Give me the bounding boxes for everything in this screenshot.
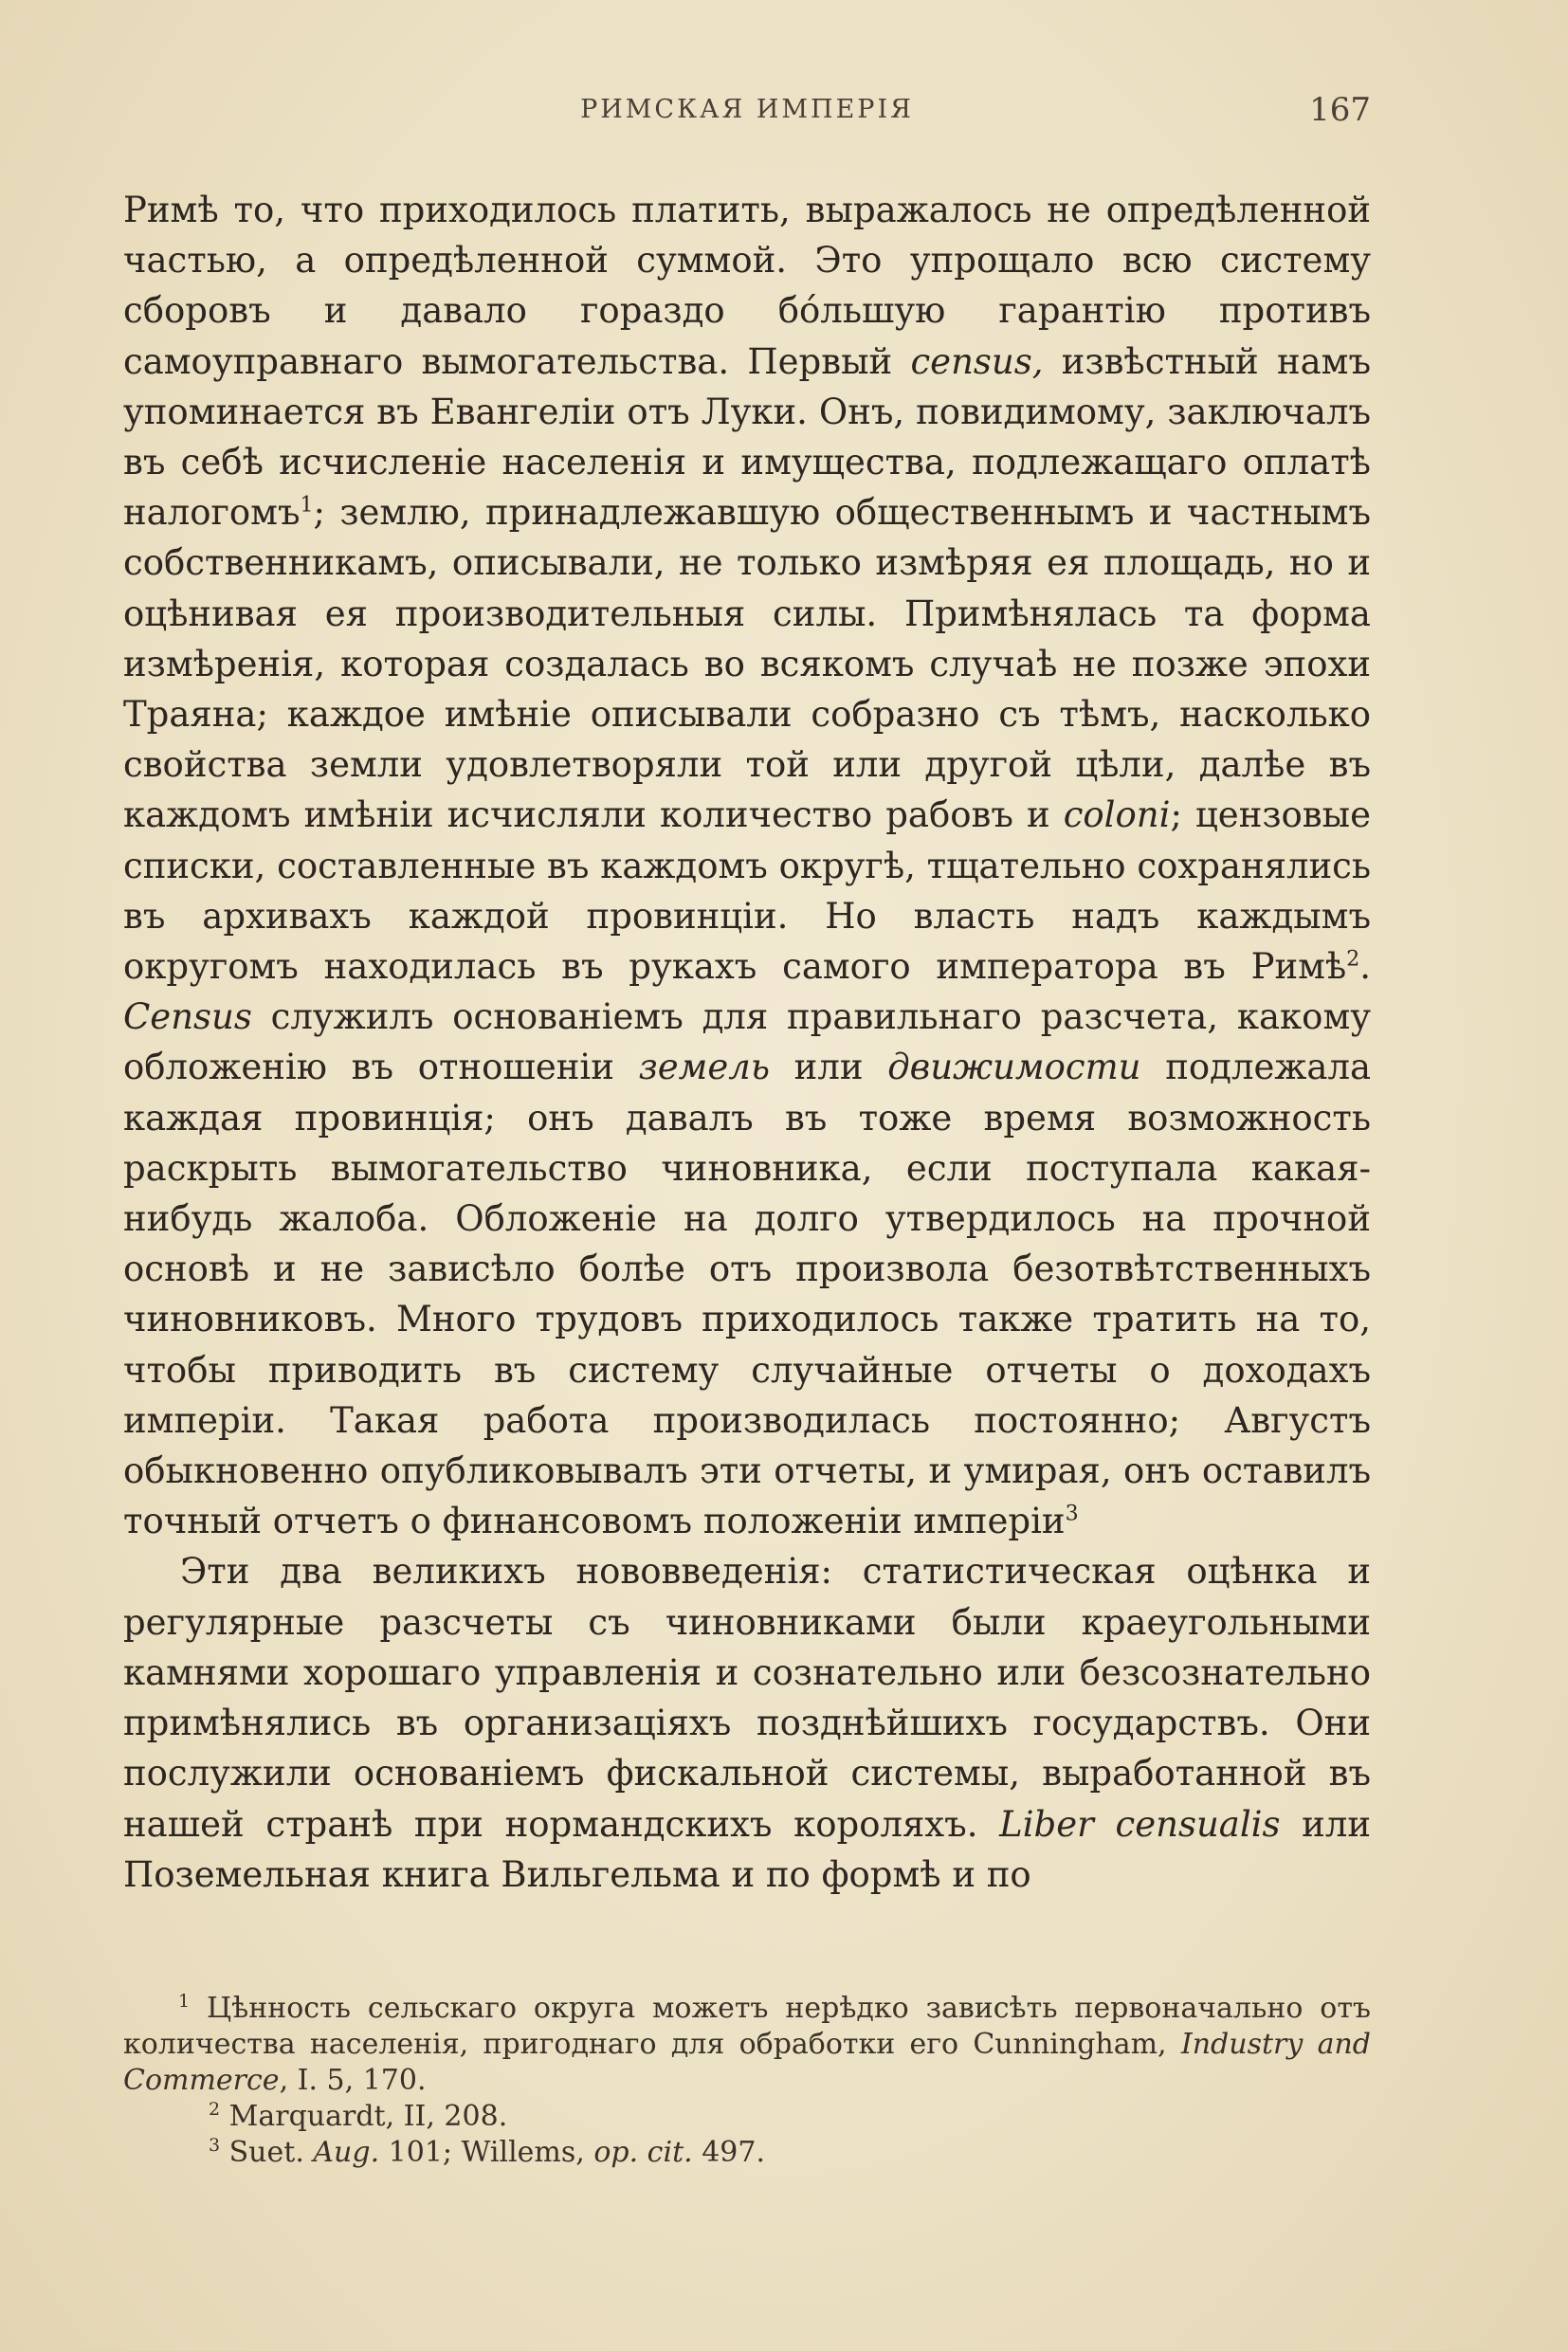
running-head: РИМСКАЯ ИМПЕРІЯ — [580, 95, 914, 124]
text-span: 101; Willems, — [379, 2136, 594, 2169]
text-span: извѣстный намъ упоминается въ Евангеліи отъ Луки. Онъ, повидимому, заключалъ въ себѣ исчисленіе населенія и имущества, подлежащаго оплатѣ налогомъ — [123, 340, 1371, 534]
latin-term-liber-censualis: Liber censualis — [999, 1803, 1281, 1845]
footnote-2 — [123, 2099, 1371, 2135]
footnote-number: 2 — [209, 2099, 221, 2120]
main-text — [123, 185, 1371, 1900]
emphasis-dvizhimosti: движимости — [887, 1047, 1141, 1088]
page-header — [123, 91, 1371, 142]
abbrev-aug: Aug. — [313, 2136, 380, 2169]
page-number: 167 — [1309, 91, 1371, 129]
text-span: 497. — [692, 2136, 765, 2169]
footnotes — [123, 1991, 1371, 2171]
text-span: . — [1359, 946, 1371, 988]
footnote-1 — [123, 1991, 1371, 2099]
latin-term-coloni: coloni — [1063, 794, 1171, 836]
paragraph-2 — [123, 1546, 1371, 1899]
footnote-ref-2[interactable]: 2 — [1346, 947, 1360, 972]
latin-term-census: census, — [910, 340, 1044, 382]
text-span: ; землю, принадлежавшую общественнымъ и частнымъ собственникамъ, описывали, не только измѣряя ея площадь, но и оцѣнивая ея производительныя силы. Примѣнялась та форма измѣренія, которая создалась во всякомъ случаѣ не позже эпохи Траяна; каждое имѣніе описывали собразно съ тѣмъ, насколько свойства земли удовлетворяли той или другой цѣли, далѣе въ каждомъ имѣніи исчисляли количество рабовъ и — [123, 492, 1371, 836]
footnote-ref-1[interactable]: 1 — [300, 493, 314, 518]
text-span: служилъ основаніемъ для правильнаго разсчета, какому обложенію въ отношеніи — [123, 996, 1371, 1088]
footnote-number: 3 — [209, 2135, 221, 2156]
footnote-number: 1 — [178, 1991, 191, 2012]
latin-term-census-2: Census — [123, 996, 252, 1038]
abbrev-op-cit: op. cit. — [593, 2136, 693, 2169]
text-span: Цѣнность сельскаго округа можетъ нерѣдко зависѣть первоначально отъ количества населенія, пригоднаго для обработки его Cunningham, — [123, 1992, 1371, 2061]
text-span: или — [769, 1047, 888, 1088]
paragraph-1 — [123, 185, 1371, 1546]
text-span: Suet. — [220, 2136, 314, 2169]
footnote-ref-3[interactable]: 3 — [1065, 1502, 1079, 1526]
book-title: Industry and Commerce — [123, 2028, 1371, 2097]
text-span: Римѣ то, что приходилось платить, выражалось не опредѣленной частью, а опредѣленной суммой. Это упрощало всю систему сборовъ и давало гораздо бо́льшую гарантію противъ самоуправнаго вымогательства. Первый — [123, 190, 1371, 382]
text-span: ; цензовые списки, составленные въ каждомъ округѣ, тщательно сохранялись въ архивахъ каждой провинціи. Но власть надъ каждымъ округомъ находилась въ рукахъ самого императора въ Римѣ — [123, 794, 1371, 988]
footnote-3 — [123, 2135, 1371, 2171]
text-span: или Поземельная книга Вильгельма и по формѣ и по — [123, 1803, 1371, 1895]
emphasis-zemel: земель — [638, 1047, 770, 1088]
text-span: Эти два великихъ нововведенія: статистическая оцѣнка и регулярные разсчеты съ чиновниками были краеугольными камнями хорошаго управленія и сознательно или безсознательно примѣнялись въ организаціяхъ позднѣйшихъ государствъ. Они послужили основаніемъ фискальной системы, выработанной въ нашей странѣ при нормандскихъ короляхъ. — [123, 1551, 1371, 1845]
text-span: Marquardt, II, 208. — [220, 2100, 508, 2133]
text-span: , I. 5, 170. — [279, 2064, 427, 2097]
text-span: подлежала каждая провинція; онъ давалъ въ тоже время возможность раскрыть вымогательство чиновника, если поступала какая-нибудь жалоба. Обложеніе на долго утвердилось на прочной основѣ и не зависѣло болѣе отъ произвола безотвѣтственныхъ чиновниковъ. Много трудовъ приходилось также тратить на то, чтобы приводить въ систему случайные отчеты о доходахъ имперіи. Такая работа производилась постоянно; Августъ обыкновенно опубликовывалъ эти отчеты, и умирая, онъ оставилъ точный отчетъ о финансовомъ положеніи имперіи — [123, 1047, 1372, 1542]
